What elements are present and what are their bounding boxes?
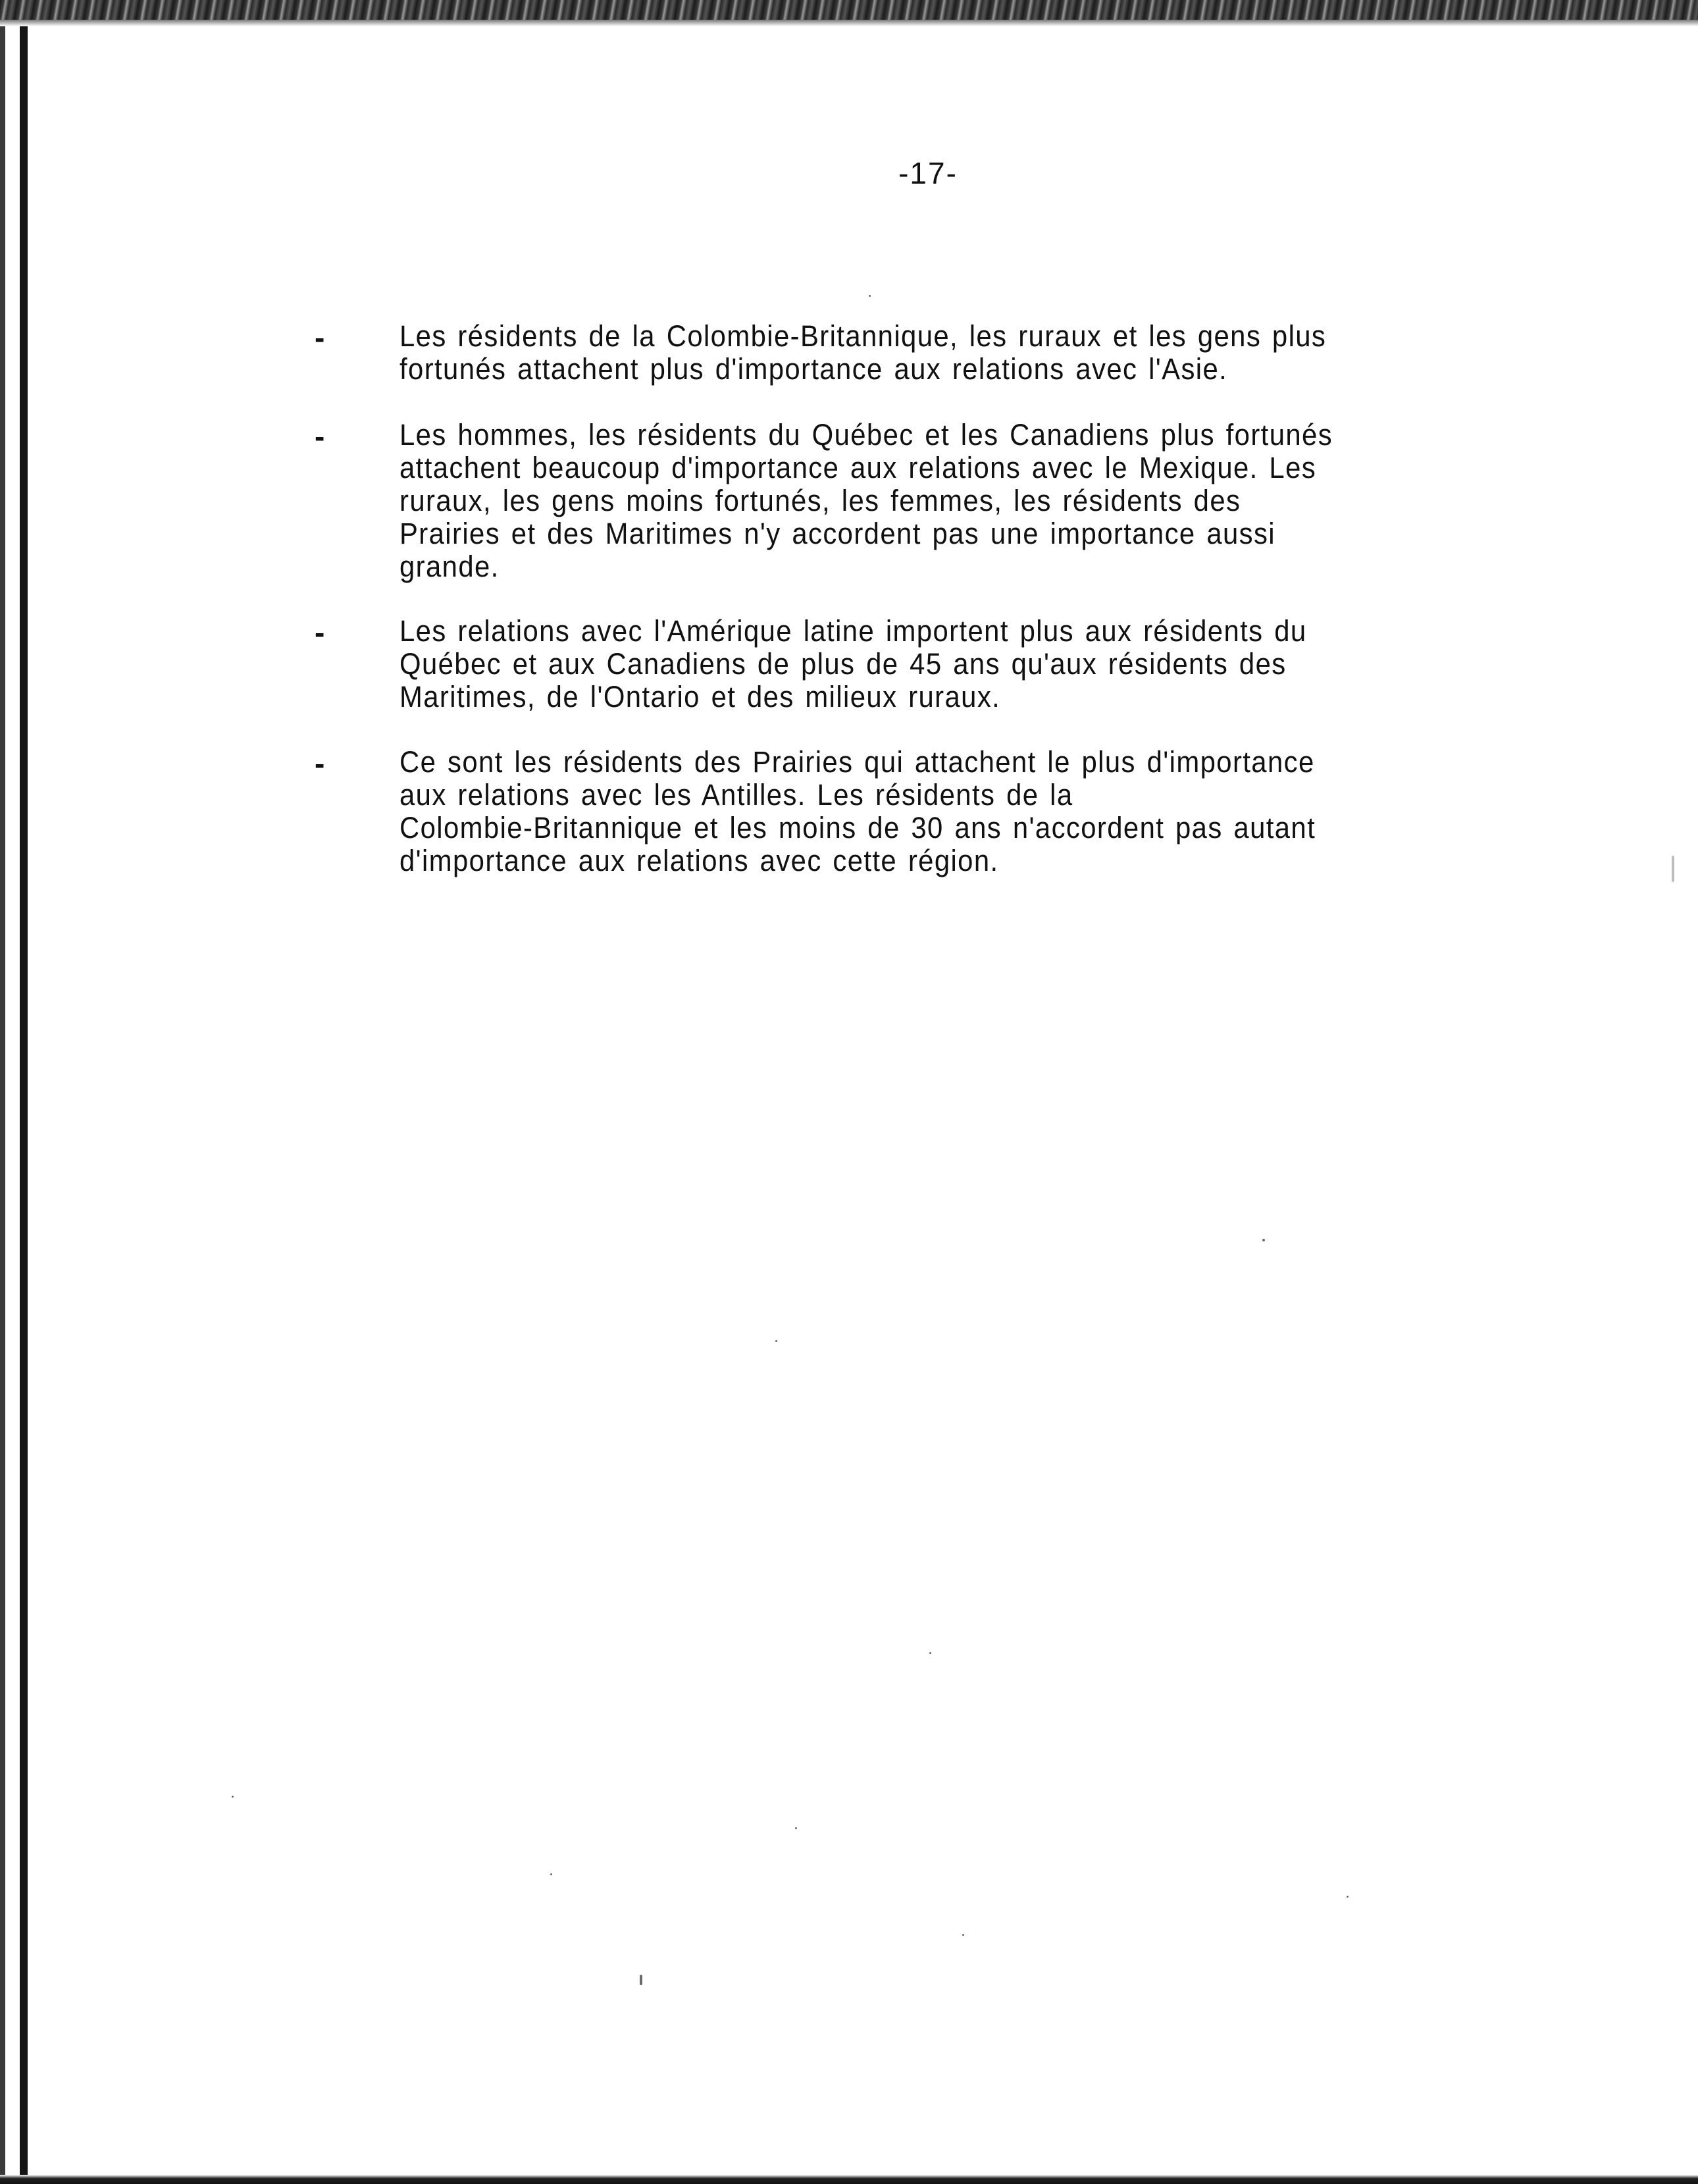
scan-edge-left xyxy=(20,26,28,2179)
list-item-text: Les hommes, les résidents du Québec et les Canadiens plus fortunés attachent beaucoup d'importance aux relations avec le Mexique. Les ruraux, les gens moins fortunés, les femmes, les résidents des Prairies et des Maritimes n'y accordent pas une importance aussi grande. xyxy=(399,418,1333,583)
scan-edge-bottom xyxy=(0,2175,1698,2184)
scan-edge-top-fade xyxy=(0,20,1698,26)
scan-speck xyxy=(795,1827,797,1829)
list-item-text: Les résidents de la Colombie-Britannique, les ruraux et les gens plus fortunés attachent plus d'importance aux relations avec l'Asie. xyxy=(399,319,1327,386)
scan-edge-top xyxy=(0,0,1698,20)
scan-speck xyxy=(1347,1896,1349,1898)
scan-edge-left-outer xyxy=(0,0,5,2184)
scan-speck xyxy=(775,1340,777,1342)
list-item-text: Les relations avec l'Amérique latine importent plus aux résidents du Québec et aux Canadiens de plus de 45 ans qu'aux résidents des Maritimes, de l'Ontario et des milieux ruraux. xyxy=(399,614,1307,714)
scan-speck xyxy=(1672,856,1674,882)
scan-speck xyxy=(550,1873,552,1875)
scan-speck xyxy=(1262,1239,1265,1241)
bullet-dash: - xyxy=(315,419,325,454)
bullet-dash: - xyxy=(315,321,325,355)
page-number: -17- xyxy=(898,156,958,190)
scan-speck xyxy=(640,1975,642,1985)
scan-speck xyxy=(869,295,871,297)
bullet-dash: - xyxy=(315,746,325,781)
scan-speck xyxy=(962,1934,964,1936)
list-item-text: Ce sont les résidents des Prairies qui attachent le plus d'importance aux relations avec les Antilles. Les résidents de la Colombie-Britannique et les moins de 30 ans n'accordent pas autant d'importance aux relations avec cette région. xyxy=(399,745,1316,877)
scan-speck xyxy=(232,1796,234,1798)
bullet-dash: - xyxy=(315,615,325,650)
scan-speck xyxy=(929,1652,931,1654)
